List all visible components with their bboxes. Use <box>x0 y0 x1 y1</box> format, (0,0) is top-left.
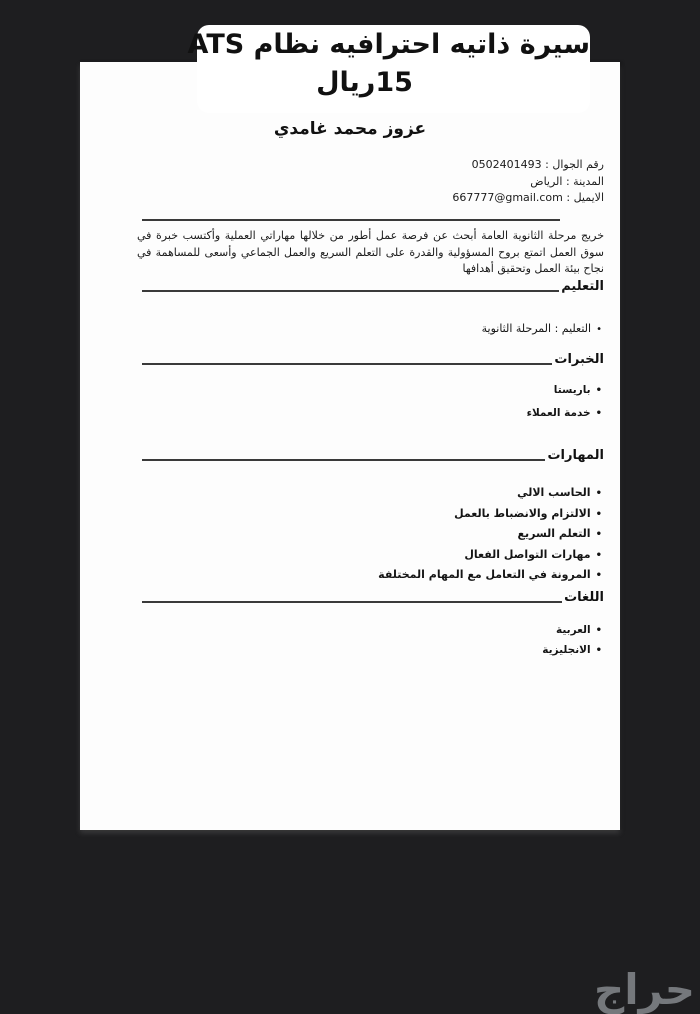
contact-city-label: المدينة : <box>565 174 604 188</box>
section-rule <box>142 363 552 365</box>
contact-block <box>140 157 604 207</box>
list-item: • المرونة في التعامل مع المهام المختلفة <box>140 565 602 586</box>
section-rule <box>142 601 562 603</box>
list-item: • الانجليزية <box>140 641 602 661</box>
contact-phone-value: 0502401493 <box>471 158 542 171</box>
section-rule <box>142 459 545 461</box>
section-header-languages <box>142 590 604 605</box>
list-item: • باريستا <box>140 384 602 397</box>
listing-price: 15ريال <box>316 67 413 98</box>
contact-phone-label: رقم الجوال : <box>545 158 604 171</box>
list-item: • خدمة العملاء <box>140 407 602 420</box>
section-header-education <box>142 279 604 294</box>
contact-email <box>140 190 604 207</box>
listing-title-banner <box>187 25 590 113</box>
list-item: • التعليم : المرحلة الثانوية <box>140 322 602 337</box>
list-item: • الالتزام والانضباط بالعمل <box>140 504 602 525</box>
section-header-skills <box>142 448 604 463</box>
contact-phone <box>140 157 604 174</box>
contact-email-value: 667777@gmail.com <box>452 191 563 204</box>
education-list <box>140 322 602 337</box>
candidate-name: عزوز محمد غامدي <box>273 119 427 139</box>
section-title-experience: الخبرات <box>554 352 604 367</box>
contact-city <box>140 174 604 191</box>
section-header-experience <box>142 352 604 367</box>
list-item: • العربية <box>140 621 602 641</box>
section-title-languages: اللغات <box>564 590 604 605</box>
list-item: • الحاسب الالي <box>140 483 602 504</box>
languages-list <box>140 621 602 660</box>
contact-city-value: الرياض <box>530 174 563 188</box>
contact-email-label: الايميل : <box>566 191 604 204</box>
skills-list <box>140 483 602 586</box>
list-item: • مهارات التواصل الفعال <box>140 545 602 566</box>
section-rule <box>142 290 559 292</box>
profile-summary: خريج مرحلة الثانوية العامة أبحث عن فرصة عمل أطور من خلالها مهاراتي العملية وأكتسب خبرة في سوق العمل اتمتع بروح المسؤولية والقدرة على التعلم السريع والعمل الجماعي وأسعى للمساهمة في نجاح بيئة العمل وتحقيق أهدافها <box>137 229 604 275</box>
section-title-skills: المهارات <box>547 448 604 463</box>
list-item: • التعلم السريع <box>140 524 602 545</box>
section-title-education: التعليم <box>561 279 604 294</box>
top-divider <box>142 219 560 221</box>
listing-title: سيرة ذاتيه احترافيه نظام ATS <box>187 29 590 60</box>
experience-list <box>140 384 602 430</box>
resume-page <box>80 62 620 830</box>
haraj-logo: حراج <box>593 965 695 1014</box>
